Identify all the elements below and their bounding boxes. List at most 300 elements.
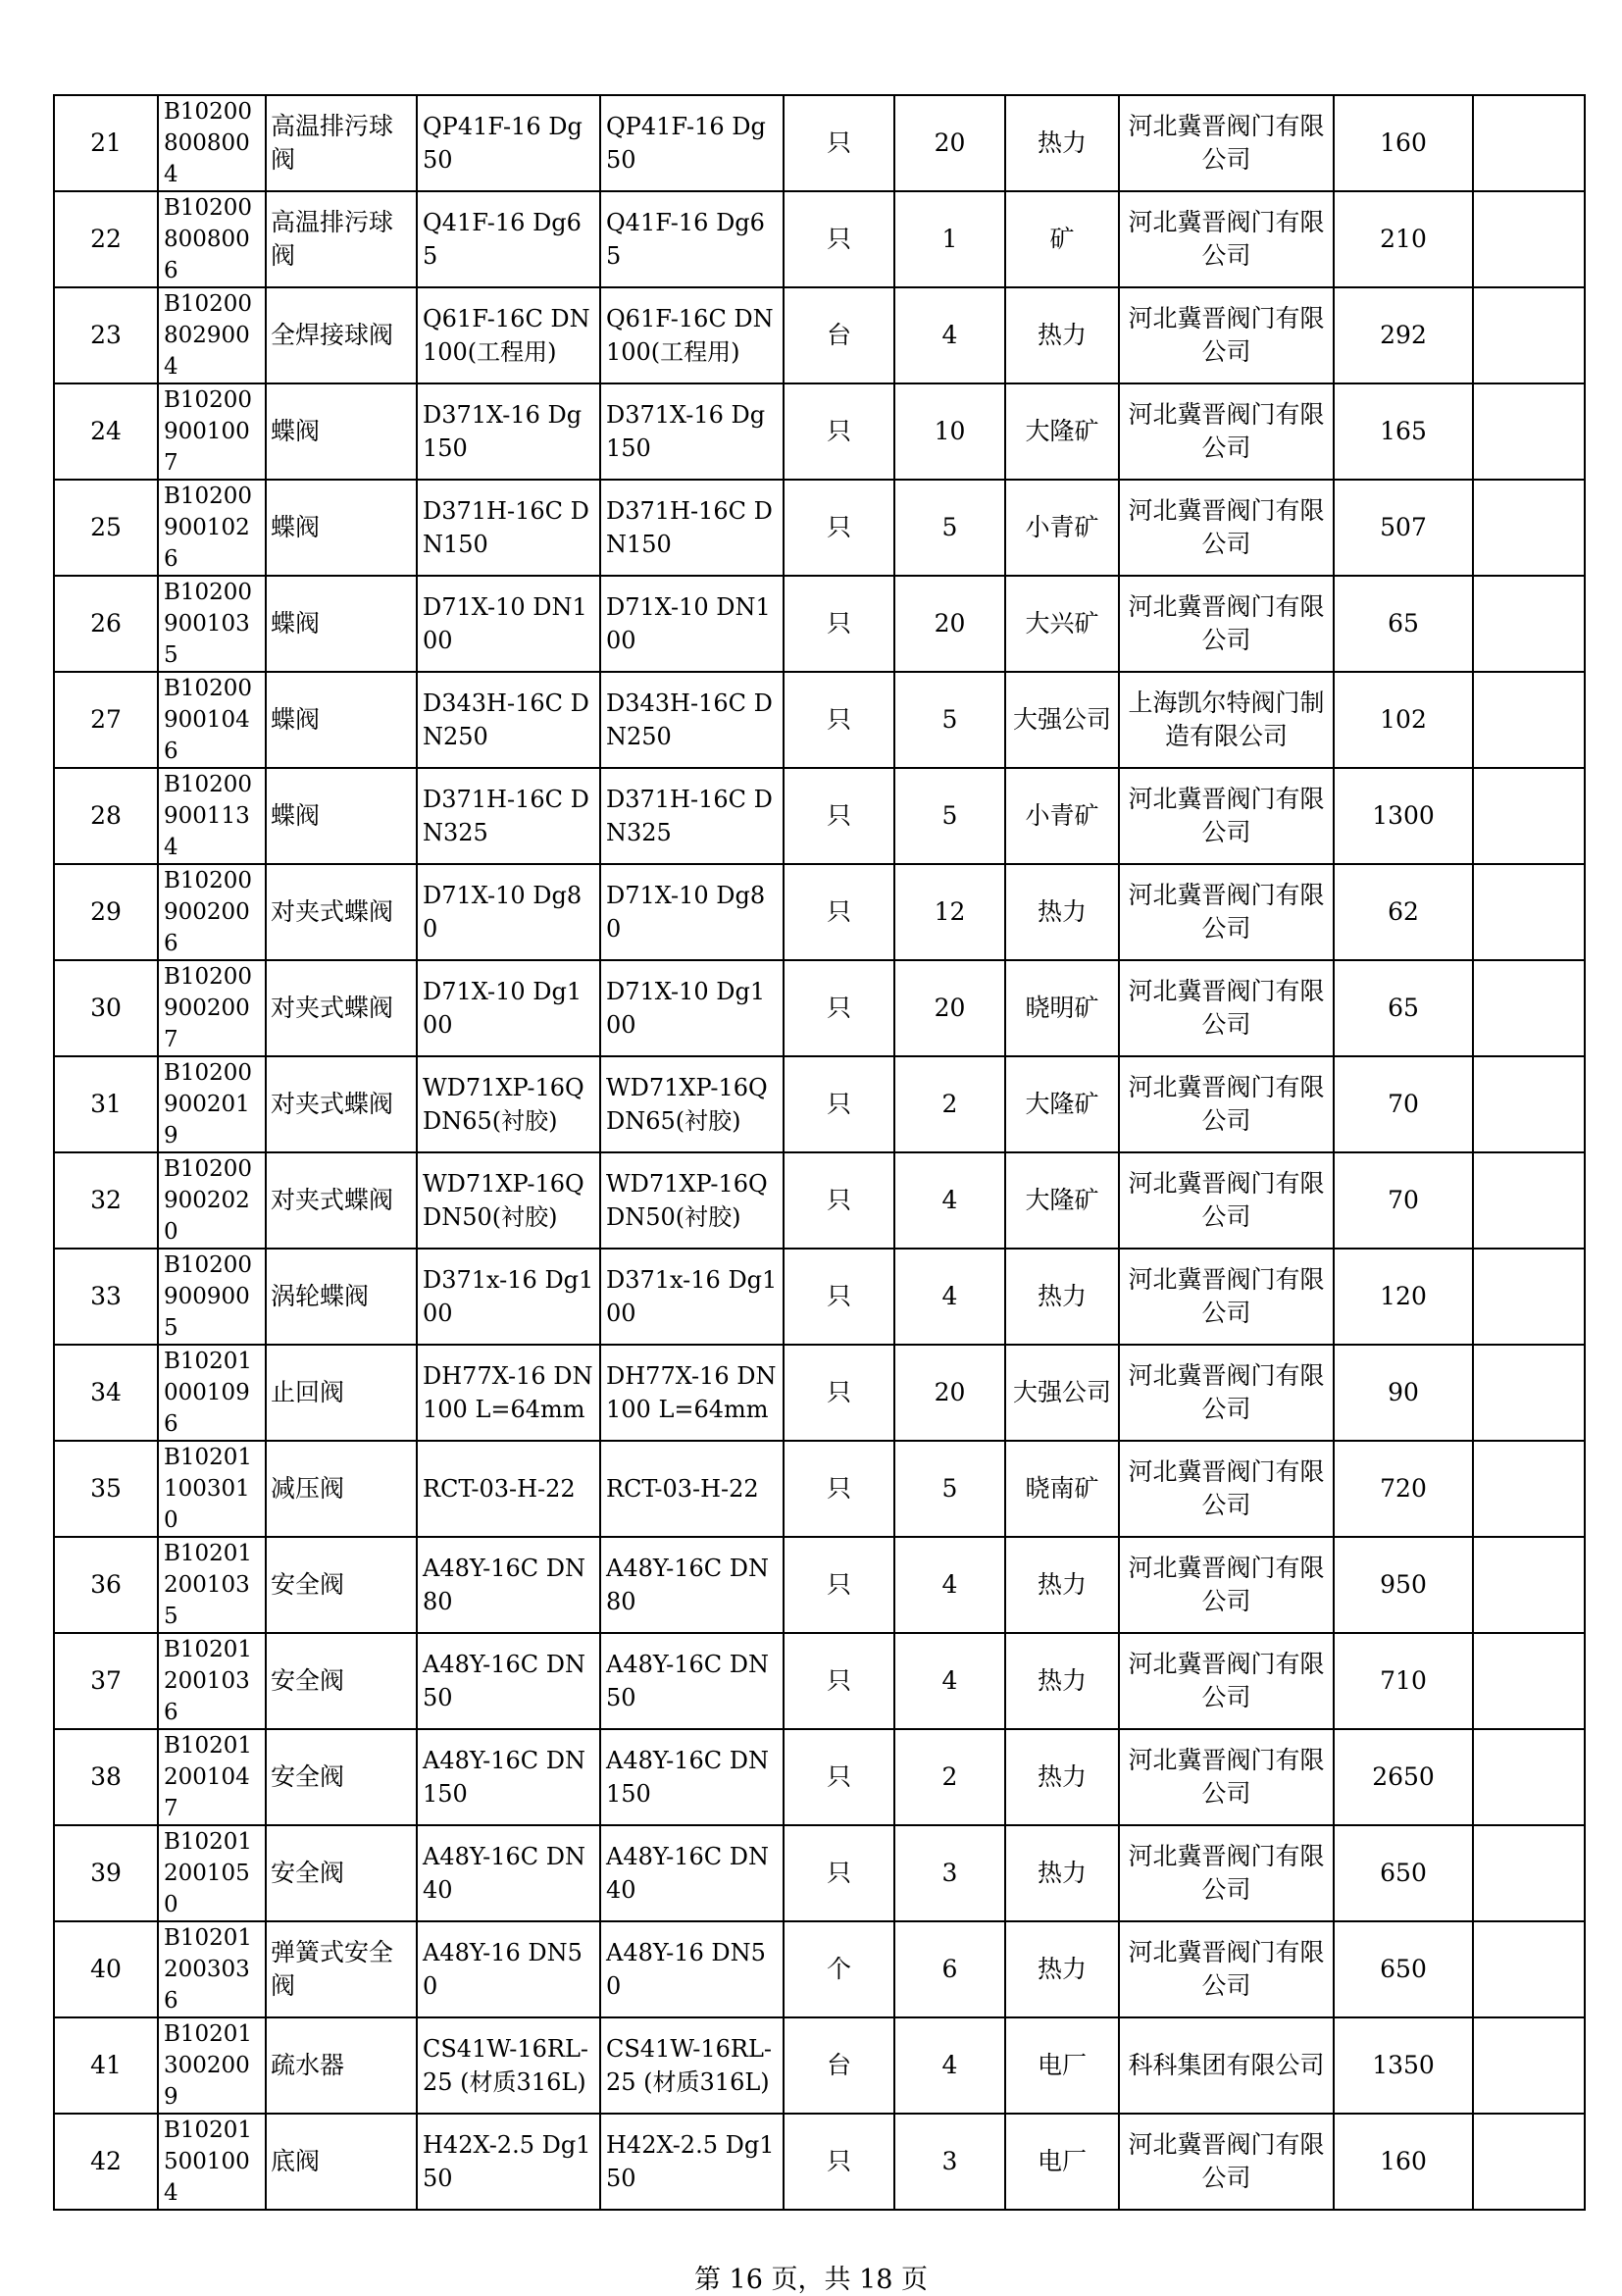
table-row (54, 1249, 1585, 1345)
supplier-cell: 河北冀晋阀门有限公司 (1119, 768, 1334, 864)
material-name-cell: 对夹式蝶阀 (266, 960, 417, 1056)
supplier-cell: 科科集团有限公司 (1119, 2017, 1334, 2114)
spec-model-cell (417, 95, 600, 191)
spec-model-confirmed-text: Q61F-16C DN100(工程用) (606, 305, 774, 366)
table-row (54, 2017, 1585, 2114)
material-code-cell: B102015001004 (158, 2114, 266, 2210)
quantity-cell: 4 (894, 2017, 1005, 2114)
unit-price-cell: 507 (1334, 480, 1473, 576)
using-unit-cell: 热力 (1005, 1537, 1119, 1633)
material-name-cell: 蝶阀 (266, 480, 417, 576)
remark-cell (1473, 1345, 1585, 1441)
material-name-cell: 减压阀 (266, 1441, 417, 1537)
spec-model-cell (417, 672, 600, 768)
unit-cell: 只 (784, 95, 894, 191)
spec-model-confirmed-cell (600, 2114, 784, 2210)
unit-cell: 只 (784, 1345, 894, 1441)
material-name-cell: 弹簧式安全阀 (266, 1921, 417, 2017)
spec-model-confirmed-cell (600, 864, 784, 960)
unit-cell: 只 (784, 864, 894, 960)
spec-model-confirmed-cell (600, 1152, 784, 1249)
spec-model-confirmed-cell (600, 768, 784, 864)
supplier-cell: 河北冀晋阀门有限公司 (1119, 287, 1334, 383)
unit-price-cell: 710 (1334, 1633, 1473, 1729)
material-code-cell: B102012001036 (158, 1633, 266, 1729)
spec-model-confirmed-text: WD71XP-16Q DN65(衬胶) (606, 1074, 768, 1135)
spec-model-cell (417, 287, 600, 383)
row-number-cell: 23 (54, 287, 158, 383)
material-code-cell: B102008008004 (158, 95, 266, 191)
remark-cell (1473, 480, 1585, 576)
spec-model-confirmed-cell (600, 1633, 784, 1729)
supplier-cell: 河北冀晋阀门有限公司 (1119, 1633, 1334, 1729)
table-row (54, 1633, 1585, 1729)
remark-cell (1473, 2114, 1585, 2210)
supplier-cell: 河北冀晋阀门有限公司 (1119, 2114, 1334, 2210)
material-code-cell: B102009002007 (158, 960, 266, 1056)
spec-model-confirmed-cell (600, 1921, 784, 2017)
using-unit-cell: 大强公司 (1005, 672, 1119, 768)
unit-cell: 只 (784, 1152, 894, 1249)
spec-model-confirmed-text: A48Y-16C DN50 (606, 1651, 769, 1711)
row-number-cell: 42 (54, 2114, 158, 2210)
supplier-cell: 河北冀晋阀门有限公司 (1119, 864, 1334, 960)
row-number-cell: 34 (54, 1345, 158, 1441)
material-name-cell: 蝶阀 (266, 576, 417, 672)
material-code-cell: B102012001035 (158, 1537, 266, 1633)
supplier-cell: 河北冀晋阀门有限公司 (1119, 191, 1334, 287)
quantity-cell: 20 (894, 576, 1005, 672)
quantity-cell: 6 (894, 1921, 1005, 2017)
table-row (54, 1921, 1585, 2017)
unit-cell: 只 (784, 1249, 894, 1345)
row-number-cell: 35 (54, 1441, 158, 1537)
spec-model-confirmed-cell (600, 1825, 784, 1921)
remark-cell (1473, 1729, 1585, 1825)
table-row (54, 287, 1585, 383)
supplier-cell: 河北冀晋阀门有限公司 (1119, 1825, 1334, 1921)
spec-model-confirmed-text: D343H-16C DN250 (606, 689, 773, 750)
remark-cell (1473, 768, 1585, 864)
spec-model-text: CS41W-16RL-25 (材质316L) (423, 2035, 589, 2096)
spec-model-text: Q61F-16C DN100(工程用) (423, 305, 590, 366)
unit-price-cell: 1300 (1334, 768, 1473, 864)
row-number-cell: 33 (54, 1249, 158, 1345)
table-row (54, 1729, 1585, 1825)
unit-cell: 只 (784, 672, 894, 768)
spec-model-cell (417, 1056, 600, 1152)
table-row (54, 576, 1585, 672)
remark-cell (1473, 1537, 1585, 1633)
material-code-cell: B102011003010 (158, 1441, 266, 1537)
spec-model-confirmed-text: RCT-03-H-22 (606, 1475, 759, 1503)
unit-price-cell: 70 (1334, 1152, 1473, 1249)
spec-model-text: D71X-10 DN100 (423, 593, 587, 654)
using-unit-cell: 大隆矿 (1005, 1152, 1119, 1249)
remark-cell (1473, 191, 1585, 287)
table-row (54, 383, 1585, 480)
unit-price-cell: 160 (1334, 95, 1473, 191)
spec-model-text: A48Y-16C DN80 (423, 1555, 585, 1615)
supplier-cell: 上海凯尔特阀门制造有限公司 (1119, 672, 1334, 768)
spec-model-text: RCT-03-H-22 (423, 1475, 576, 1503)
material-code-cell: B102008029004 (158, 287, 266, 383)
supplier-cell: 河北冀晋阀门有限公司 (1119, 95, 1334, 191)
unit-cell: 只 (784, 480, 894, 576)
table-row (54, 1441, 1585, 1537)
spec-model-confirmed-text: A48Y-16C DN40 (606, 1843, 769, 1904)
supplier-cell: 河北冀晋阀门有限公司 (1119, 1537, 1334, 1633)
spec-model-cell (417, 1633, 600, 1729)
spec-model-cell (417, 1537, 600, 1633)
using-unit-cell: 热力 (1005, 864, 1119, 960)
table-row (54, 672, 1585, 768)
material-code-cell: B102008008006 (158, 191, 266, 287)
using-unit-cell: 小青矿 (1005, 768, 1119, 864)
remark-cell (1473, 95, 1585, 191)
supplier-cell: 河北冀晋阀门有限公司 (1119, 1056, 1334, 1152)
spec-model-confirmed-cell (600, 1345, 784, 1441)
supplier-cell: 河北冀晋阀门有限公司 (1119, 1729, 1334, 1825)
unit-price-cell: 120 (1334, 1249, 1473, 1345)
remark-cell (1473, 864, 1585, 960)
unit-cell: 只 (784, 1825, 894, 1921)
remark-cell (1473, 287, 1585, 383)
quantity-cell: 12 (894, 864, 1005, 960)
table-row (54, 95, 1585, 191)
spec-model-text: WD71XP-16Q DN65(衬胶) (423, 1074, 584, 1135)
unit-cell: 只 (784, 1537, 894, 1633)
using-unit-cell: 热力 (1005, 1633, 1119, 1729)
spec-model-cell (417, 1152, 600, 1249)
table-row (54, 1056, 1585, 1152)
spec-model-confirmed-text: D371X-16 Dg150 (606, 401, 766, 462)
spec-model-confirmed-cell (600, 960, 784, 1056)
unit-price-cell: 950 (1334, 1537, 1473, 1633)
spec-model-cell (417, 383, 600, 480)
spec-model-text: WD71XP-16Q DN50(衬胶) (423, 1170, 584, 1231)
material-code-cell: B102010001096 (158, 1345, 266, 1441)
spec-model-text: D71X-10 Dg80 (423, 882, 583, 943)
using-unit-cell: 热力 (1005, 1729, 1119, 1825)
material-name-cell: 蝶阀 (266, 768, 417, 864)
quantity-cell: 5 (894, 1441, 1005, 1537)
using-unit-cell: 热力 (1005, 1825, 1119, 1921)
remark-cell (1473, 2017, 1585, 2114)
remark-cell (1473, 1249, 1585, 1345)
table-row (54, 191, 1585, 287)
material-name-cell: 蝶阀 (266, 672, 417, 768)
spec-model-text: QP41F-16 Dg50 (423, 113, 583, 174)
table-row (54, 1537, 1585, 1633)
material-name-cell: 止回阀 (266, 1345, 417, 1441)
unit-price-cell: 102 (1334, 672, 1473, 768)
unit-cell: 只 (784, 1441, 894, 1537)
quantity-cell: 20 (894, 1345, 1005, 1441)
spec-model-cell (417, 1825, 600, 1921)
supplier-cell: 河北冀晋阀门有限公司 (1119, 1345, 1334, 1441)
remark-cell (1473, 672, 1585, 768)
spec-model-cell (417, 576, 600, 672)
row-number-cell: 38 (54, 1729, 158, 1825)
material-code-cell: B102009001046 (158, 672, 266, 768)
spec-model-confirmed-cell (600, 1249, 784, 1345)
spec-model-confirmed-cell (600, 1441, 784, 1537)
spec-model-confirmed-text: CS41W-16RL-25 (材质316L) (606, 2035, 773, 2096)
material-code-cell: B102009001134 (158, 768, 266, 864)
quantity-cell: 3 (894, 2114, 1005, 2210)
unit-price-cell: 1350 (1334, 2017, 1473, 2114)
spec-model-text: D371H-16C DN325 (423, 786, 589, 846)
spec-model-cell (417, 768, 600, 864)
using-unit-cell: 热力 (1005, 95, 1119, 191)
using-unit-cell: 大兴矿 (1005, 576, 1119, 672)
material-name-cell: 对夹式蝶阀 (266, 1152, 417, 1249)
unit-cell: 只 (784, 1729, 894, 1825)
quantity-cell: 4 (894, 287, 1005, 383)
material-name-cell: 蝶阀 (266, 383, 417, 480)
table-row (54, 768, 1585, 864)
table-row (54, 2114, 1585, 2210)
spec-model-text: H42X-2.5 Dg150 (423, 2131, 591, 2192)
material-name-cell: 安全阀 (266, 1729, 417, 1825)
spec-model-confirmed-cell (600, 383, 784, 480)
table-row (54, 1345, 1585, 1441)
material-name-cell: 高温排污球阀 (266, 191, 417, 287)
row-number-cell: 27 (54, 672, 158, 768)
table-body (54, 95, 1585, 2210)
unit-price-cell: 650 (1334, 1825, 1473, 1921)
spec-model-confirmed-cell (600, 672, 784, 768)
table-row (54, 864, 1585, 960)
spec-model-text: Q41F-16 Dg65 (423, 209, 582, 270)
spec-model-text: A48Y-16C DN50 (423, 1651, 585, 1711)
quantity-cell: 2 (894, 1729, 1005, 1825)
remark-cell (1473, 576, 1585, 672)
material-code-cell: B102009002006 (158, 864, 266, 960)
spec-model-cell (417, 2114, 600, 2210)
spec-model-confirmed-text: D371H-16C DN150 (606, 497, 773, 558)
material-name-cell: 全焊接球阀 (266, 287, 417, 383)
supplier-cell: 河北冀晋阀门有限公司 (1119, 576, 1334, 672)
data-table (53, 94, 1586, 2211)
row-number-cell: 30 (54, 960, 158, 1056)
unit-price-cell: 2650 (1334, 1729, 1473, 1825)
using-unit-cell: 电厂 (1005, 2017, 1119, 2114)
spec-model-confirmed-text: WD71XP-16Q DN50(衬胶) (606, 1170, 768, 1231)
unit-price-cell: 90 (1334, 1345, 1473, 1441)
spec-model-cell (417, 1441, 600, 1537)
row-number-cell: 26 (54, 576, 158, 672)
spec-model-cell (417, 1729, 600, 1825)
material-code-cell: B102012001047 (158, 1729, 266, 1825)
spec-model-confirmed-cell (600, 1729, 784, 1825)
spec-model-cell (417, 480, 600, 576)
row-number-cell: 25 (54, 480, 158, 576)
supplier-cell: 河北冀晋阀门有限公司 (1119, 480, 1334, 576)
material-code-cell: B102009001007 (158, 383, 266, 480)
using-unit-cell: 晓南矿 (1005, 1441, 1119, 1537)
material-name-cell: 涡轮蝶阀 (266, 1249, 417, 1345)
spec-model-confirmed-text: D71X-10 Dg80 (606, 882, 766, 943)
spec-model-confirmed-text: QP41F-16 Dg50 (606, 113, 766, 174)
quantity-cell: 3 (894, 1825, 1005, 1921)
spec-model-cell (417, 864, 600, 960)
quantity-cell: 4 (894, 1537, 1005, 1633)
spec-model-confirmed-cell (600, 95, 784, 191)
material-code-cell: B102009002020 (158, 1152, 266, 1249)
spec-model-confirmed-cell (600, 576, 784, 672)
spec-model-confirmed-cell (600, 287, 784, 383)
unit-price-cell: 720 (1334, 1441, 1473, 1537)
spec-model-cell (417, 960, 600, 1056)
material-code-cell: B102009001026 (158, 480, 266, 576)
supplier-cell: 河北冀晋阀门有限公司 (1119, 1441, 1334, 1537)
unit-price-cell: 62 (1334, 864, 1473, 960)
unit-price-cell: 65 (1334, 960, 1473, 1056)
unit-cell: 只 (784, 2114, 894, 2210)
unit-cell: 只 (784, 383, 894, 480)
unit-price-cell: 65 (1334, 576, 1473, 672)
unit-cell: 只 (784, 1633, 894, 1729)
quantity-cell: 4 (894, 1633, 1005, 1729)
remark-cell (1473, 1441, 1585, 1537)
material-name-cell: 对夹式蝶阀 (266, 1056, 417, 1152)
unit-price-cell: 210 (1334, 191, 1473, 287)
spec-model-confirmed-cell (600, 1537, 784, 1633)
spec-model-cell (417, 2017, 600, 2114)
quantity-cell: 1 (894, 191, 1005, 287)
spec-model-text: D71X-10 Dg100 (423, 978, 583, 1039)
row-number-cell: 36 (54, 1537, 158, 1633)
supplier-cell: 河北冀晋阀门有限公司 (1119, 1152, 1334, 1249)
spec-model-confirmed-cell (600, 191, 784, 287)
using-unit-cell: 矿 (1005, 191, 1119, 287)
supplier-cell: 河北冀晋阀门有限公司 (1119, 1921, 1334, 2017)
material-code-cell: B102012001050 (158, 1825, 266, 1921)
spec-model-confirmed-cell (600, 2017, 784, 2114)
row-number-cell: 31 (54, 1056, 158, 1152)
quantity-cell: 10 (894, 383, 1005, 480)
quantity-cell: 4 (894, 1249, 1005, 1345)
row-number-cell: 24 (54, 383, 158, 480)
spec-model-text: D371X-16 Dg150 (423, 401, 583, 462)
remark-cell (1473, 1633, 1585, 1729)
page-footer: 第 16 页，共 18 页 (693, 2265, 929, 2295)
spec-model-confirmed-text: Q41F-16 Dg65 (606, 209, 765, 270)
unit-cell: 只 (784, 768, 894, 864)
spec-model-cell (417, 191, 600, 287)
using-unit-cell: 小青矿 (1005, 480, 1119, 576)
material-name-cell: 疏水器 (266, 2017, 417, 2114)
row-number-cell: 22 (54, 191, 158, 287)
material-name-cell: 安全阀 (266, 1633, 417, 1729)
material-name-cell: 对夹式蝶阀 (266, 864, 417, 960)
spec-model-confirmed-text: A48Y-16C DN80 (606, 1555, 769, 1615)
supplier-cell: 河北冀晋阀门有限公司 (1119, 383, 1334, 480)
spec-model-confirmed-text: A48Y-16C DN150 (606, 1747, 769, 1808)
spec-model-text: A48Y-16C DN40 (423, 1843, 585, 1904)
quantity-cell: 20 (894, 960, 1005, 1056)
unit-cell: 只 (784, 1056, 894, 1152)
quantity-cell: 4 (894, 1152, 1005, 1249)
spec-model-text: D343H-16C DN250 (423, 689, 589, 750)
using-unit-cell: 热力 (1005, 287, 1119, 383)
spec-model-text: D371x-16 Dg100 (423, 1266, 594, 1327)
unit-price-cell: 70 (1334, 1056, 1473, 1152)
spec-model-confirmed-cell (600, 1056, 784, 1152)
row-number-cell: 29 (54, 864, 158, 960)
spec-model-cell (417, 1345, 600, 1441)
material-name-cell: 高温排污球阀 (266, 95, 417, 191)
table-row (54, 1825, 1585, 1921)
row-number-cell: 32 (54, 1152, 158, 1249)
material-code-cell: B102009002019 (158, 1056, 266, 1152)
spec-model-confirmed-text: D371x-16 Dg100 (606, 1266, 778, 1327)
unit-cell: 个 (784, 1921, 894, 2017)
spec-model-text: D371H-16C DN150 (423, 497, 589, 558)
unit-price-cell: 165 (1334, 383, 1473, 480)
table-row (54, 960, 1585, 1056)
unit-price-cell: 650 (1334, 1921, 1473, 2017)
row-number-cell: 37 (54, 1633, 158, 1729)
using-unit-cell: 热力 (1005, 1249, 1119, 1345)
spec-model-text: A48Y-16C DN150 (423, 1747, 585, 1808)
unit-cell: 只 (784, 576, 894, 672)
row-number-cell: 40 (54, 1921, 158, 2017)
quantity-cell: 5 (894, 768, 1005, 864)
supplier-cell: 河北冀晋阀门有限公司 (1119, 1249, 1334, 1345)
spec-model-confirmed-text: A48Y-16 DN50 (606, 1939, 766, 2000)
material-name-cell: 安全阀 (266, 1537, 417, 1633)
spec-model-confirmed-text: DH77X-16 DN100 L=64mm (606, 1362, 777, 1423)
remark-cell (1473, 1825, 1585, 1921)
quantity-cell: 5 (894, 480, 1005, 576)
spec-model-confirmed-text: D71X-10 DN100 (606, 593, 771, 654)
remark-cell (1473, 960, 1585, 1056)
material-name-cell: 底阀 (266, 2114, 417, 2210)
spec-model-text: A48Y-16 DN50 (423, 1939, 583, 2000)
unit-cell: 只 (784, 191, 894, 287)
unit-cell: 只 (784, 960, 894, 1056)
material-code-cell: B102013002009 (158, 2017, 266, 2114)
row-number-cell: 28 (54, 768, 158, 864)
spec-model-cell (417, 1249, 600, 1345)
using-unit-cell: 电厂 (1005, 2114, 1119, 2210)
table-row (54, 480, 1585, 576)
spec-model-text: DH77X-16 DN100 L=64mm (423, 1362, 593, 1423)
unit-cell: 台 (784, 287, 894, 383)
table-row (54, 1152, 1585, 1249)
row-number-cell: 41 (54, 2017, 158, 2114)
remark-cell (1473, 1921, 1585, 2017)
using-unit-cell: 大强公司 (1005, 1345, 1119, 1441)
unit-price-cell: 160 (1334, 2114, 1473, 2210)
row-number-cell: 21 (54, 95, 158, 191)
spec-model-confirmed-text: D71X-10 Dg100 (606, 978, 766, 1039)
remark-cell (1473, 383, 1585, 480)
quantity-cell: 5 (894, 672, 1005, 768)
remark-cell (1473, 1056, 1585, 1152)
material-code-cell: B102009001035 (158, 576, 266, 672)
material-code-cell: B102009009005 (158, 1249, 266, 1345)
material-code-cell: B102012003036 (158, 1921, 266, 2017)
spec-model-confirmed-cell (600, 480, 784, 576)
spec-model-cell (417, 1921, 600, 2017)
spec-model-confirmed-text: D371H-16C DN325 (606, 786, 773, 846)
using-unit-cell: 晓明矿 (1005, 960, 1119, 1056)
using-unit-cell: 大隆矿 (1005, 1056, 1119, 1152)
